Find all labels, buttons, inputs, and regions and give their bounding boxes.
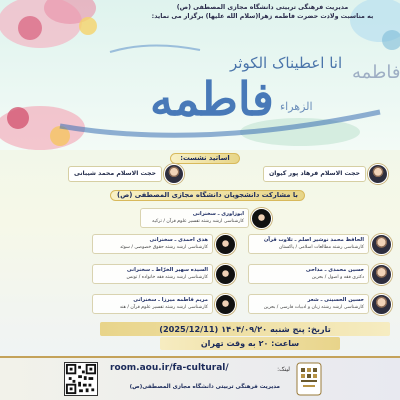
avatar (215, 294, 236, 315)
avatar (368, 164, 388, 184)
student-card (92, 232, 236, 256)
event-time: ساعت: ۲۰ به وقت تهران (160, 337, 340, 350)
qr-code-icon[interactable] (64, 362, 98, 396)
avatar (215, 234, 236, 255)
student-name: السیده سهیر الخرّاط ـ سخنرانی (126, 267, 208, 273)
speaker-card (263, 164, 388, 184)
student-card (92, 262, 236, 286)
student-info (92, 264, 213, 284)
student-info (248, 264, 369, 284)
avatar (371, 264, 392, 285)
student-card (248, 262, 392, 286)
student-desc: کارشناسی ارشد رشته تفسیر علوم قرآن / ترکیه (152, 219, 244, 224)
student-desc: کارشناسی ارشد رشته تفسیر علوم قرآن / هند (119, 305, 208, 310)
student-card (248, 292, 392, 316)
avatar (164, 164, 184, 184)
student-name: مریم فاطمه میرزا ـ سخنرانی (133, 297, 208, 303)
occasion-line: به مناسبت ولادت حضرت فاطمه زهرا(سلام الله علیها) برگزار می نماید: (151, 12, 374, 20)
student-info (248, 234, 369, 254)
student-card (92, 292, 236, 316)
organizer-line: مدیریت فرهنگی تربیتی دانشگاه مجازی المصطفی (ص) (176, 4, 349, 11)
student-desc: کارشناسی ارشد رشته فقه خانواده / تونس (126, 275, 208, 280)
student-desc: کارشناسی ارشد رشته حقوق خصوصی / سوئد (119, 245, 208, 250)
speaker-name: حجت الاسلام فرهاد پور کیوان (263, 166, 366, 182)
header-text (130, 4, 395, 21)
event-link[interactable]: room.aou.ir/fa-cultural/ (110, 363, 229, 373)
student-card (248, 232, 392, 256)
calligraphy-faded: فاطمه (352, 62, 400, 83)
university-logo-icon (296, 362, 322, 396)
student-card (140, 206, 272, 230)
calligraphy-artwork (30, 26, 400, 144)
avatar (215, 264, 236, 285)
student-desc: دکتری فقه و اصول / بحرین (311, 275, 364, 280)
avatar (371, 294, 392, 315)
speaker-name: حجت الاسلام محمد شیبانی (68, 166, 162, 182)
student-info (140, 208, 249, 228)
calligraphy-verse: انا اعطیناک الکوثر (230, 54, 343, 72)
student-name: ابوزاوری ـ سخنرانی (192, 211, 244, 217)
student-name: حسین الحسینی ـ شعر (307, 297, 364, 303)
student-info (92, 294, 213, 314)
link-label: لینک: (277, 366, 290, 373)
event-date: تاریخ: پنج شنبه ۱۴۰۴/۰۹/۲۰ (2025/12/11) (100, 322, 390, 336)
organizer-footer: مدیریت فرهنگی تربیتی دانشگاه مجازی المصطفی(ص) (129, 384, 280, 390)
student-desc: کارشناسی ارشد رشته زبان و ادبیات فارسی / بحرین (263, 305, 364, 310)
student-info (248, 294, 369, 314)
student-desc: کارشناسی رشته مطالعات اسلامی / پاکستان (278, 245, 364, 250)
student-name: الحافظ محمد نوشیر اصلم ـ تلاوت قرآن (263, 237, 364, 243)
student-info (92, 234, 213, 254)
student-name: هدی احمدی ـ سخنرانی (149, 237, 208, 243)
avatar (371, 234, 392, 255)
student-name: حسین محمدی ـ مداحی (305, 267, 364, 273)
calligraphy-sub: الزهراء (280, 100, 313, 113)
students-heading: با مشارکت دانشجویان دانشگاه مجازی المصطفی (ص) (110, 190, 305, 201)
avatar (251, 208, 272, 229)
calligraphy-main: فاطمه (150, 72, 274, 126)
speaker-card (68, 164, 184, 184)
speakers-heading: اساتید نشست: (170, 153, 240, 164)
